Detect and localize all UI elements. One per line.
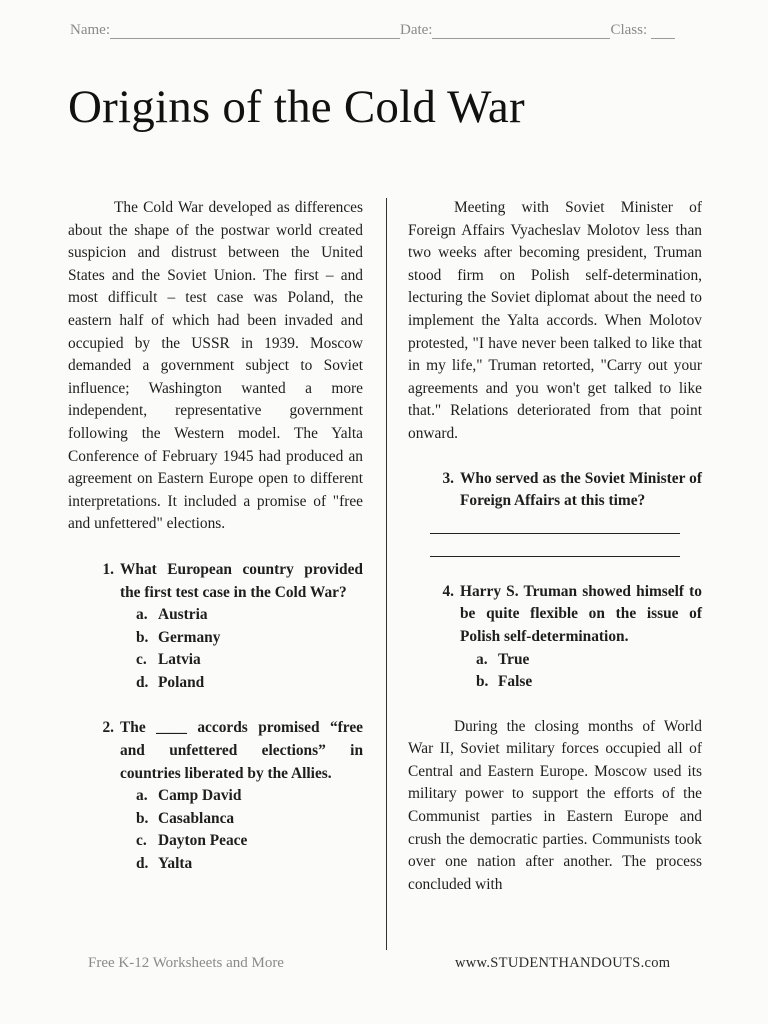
name-label: Name: [70,22,110,38]
option[interactable]: c. Latvia [136,651,201,669]
question-4 [408,581,702,649]
footer-left-text: Free K-12 Worksheets and More [88,955,284,971]
page-title: Origins of the Cold War [68,81,525,133]
column-divider [386,198,387,950]
question-number: 3. [442,469,454,487]
question-number: 4. [442,582,454,600]
option[interactable]: d. Poland [136,673,205,691]
soviet-occupation-paragraph: During the closing months of World War II, Soviet military forces occupied all of Central and Eastern Europe. Moscow used its military power to support the efforts of the Communist parties in Eastern Europe and crush the democratic parties. Communists took over one nation after another. The process concluded with [408,717,702,893]
truman-paragraph: Meeting with Soviet Minister of Foreign Affairs Vyacheslav Molotov less than two weeks after becoming president, Truman stood firm on Polish self-determination, lecturing the Soviet diplomat about the need to implement the Yalta accords. When Molotov protested, "I have never been talked to like that in my life," Truman retorted, "Carry out your agreements and you won't get talked to like that." Relations deteriorated from that point onward. [408,199,702,442]
option[interactable]: b. Casablanca [136,809,235,827]
option[interactable]: c. Dayton Peace [136,832,248,850]
question-3 [408,468,702,513]
question-1 [68,559,363,604]
class-label: Class: [610,22,648,38]
option[interactable]: d. Yalta [136,855,193,873]
question-text: Who served as the Soviet Minister of Foreign Affairs at this time? [460,469,702,510]
question-text: The ____ accords promised “free and unfettered elections” in countries liberated by the Allies. [120,719,363,782]
right-column [408,197,702,896]
option[interactable]: b. Germany [136,628,221,646]
worksheet-header [70,22,710,39]
option[interactable]: a. Camp David [136,787,242,805]
option[interactable]: b. False [476,673,533,691]
left-column [68,197,363,876]
option[interactable]: a. Austria [136,606,208,624]
class-field[interactable] [651,24,675,39]
intro-paragraph: The Cold War developed as differences about the shape of the postwar world created suspicion and distrust between the United States and the Soviet Union. The first – and most difficult – test case was Poland, the eastern half of which had been invaded and occupied by the USSR in 1939. Moscow demanded a government subject to Soviet influence; Washington wanted a more independent, representative government following the Western model. The Yalta Conference of February 1945 had produced an agreement on Eastern Europe open to different interpretations. It included a promise of "free and unfettered" elections. [68,199,363,533]
question-1-options [68,604,363,694]
date-label: Date: [399,22,433,38]
question-text: What European country provided the first test case in the Cold War? [120,560,363,601]
footer-website[interactable]: www.STUDENTHANDOUTS.com [455,955,671,971]
question-4-options [408,649,702,694]
date-field[interactable] [432,24,610,39]
question-number: 2. [102,719,114,737]
question-2 [68,717,363,785]
question-number: 1. [102,560,114,578]
question-text: Harry S. Truman showed himself to be quite flexible on the issue of Polish self-determination. [460,582,702,645]
question-2-options [68,785,363,875]
name-field[interactable] [110,24,400,39]
option[interactable]: a. True [476,650,530,668]
